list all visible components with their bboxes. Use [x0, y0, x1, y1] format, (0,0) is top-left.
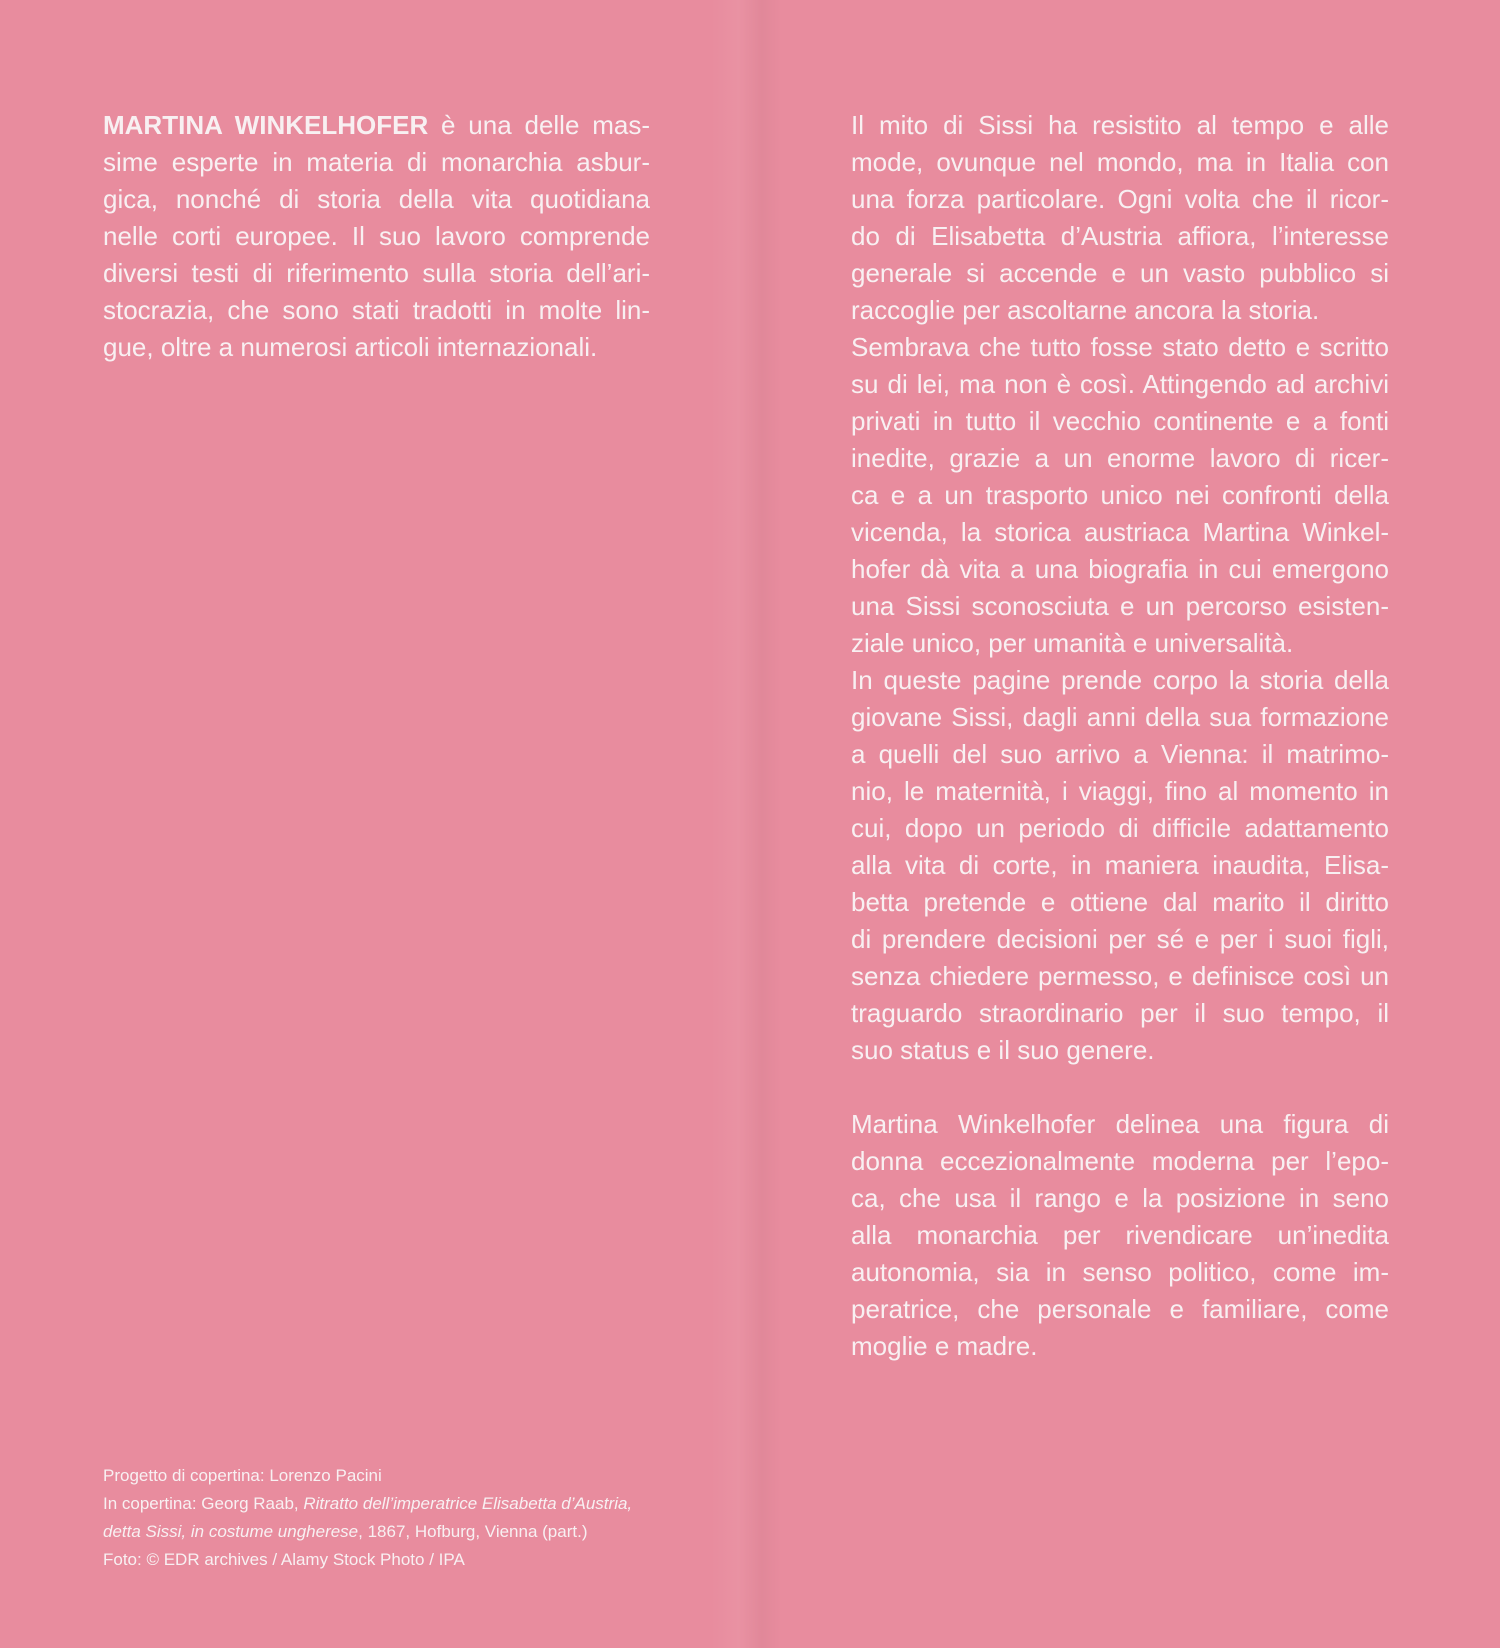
text-line: hofer dà vita a una biografia in cui emergono [851, 554, 1389, 584]
text-line: stocrazia, che sono stati tradotti in molte lin- [103, 295, 650, 325]
credit-line: Foto: © EDR archives / Alamy Stock Photo / IPA [103, 1550, 465, 1569]
text-line: inedite, grazie a un enorme lavoro di ricer- [851, 443, 1389, 473]
text-line: vicenda, la storica austriaca Martina Winkel- [851, 517, 1389, 547]
text-line: giovane Sissi, dagli anni della sua formazione [851, 702, 1389, 732]
text-line: su di lei, ma non è così. Attingendo ad archivi [851, 369, 1389, 399]
paragraph [851, 107, 1389, 329]
text-line: Il mito di Sissi ha resistito al tempo e alle [851, 110, 1389, 140]
paragraph [851, 662, 1389, 1069]
text-line: mode, ovunque nel mondo, ma in Italia con [851, 147, 1389, 177]
text-segment: , 1867, Hofburg, Vienna (part.) [358, 1522, 588, 1541]
text-line: peratrice, che personale e familiare, come [851, 1294, 1389, 1324]
paragraph [103, 107, 650, 366]
synopsis-column [851, 107, 1389, 1365]
text-line: Martina Winkelhofer delinea una figura di [851, 1109, 1389, 1139]
text-line: ca, che usa il rango e la posizione in seno [851, 1183, 1389, 1213]
text-line: donna eccezionalmente moderna per l’epo- [851, 1146, 1389, 1176]
text-line: privati in tutto il vecchio continente e a fonti [851, 406, 1389, 436]
text-line: di prendere decisioni per sé e per i suoi figli, [851, 924, 1389, 954]
text-line: ziale unico, per umanità e universalità. [851, 628, 1294, 658]
artwork-title: detta Sissi, in costume ungherese [103, 1522, 359, 1541]
text-line: alla monarchia per rivendicare un’inedita [851, 1220, 1389, 1250]
cover-fold-shadow [710, 0, 782, 1648]
text-line: moglie e madre. [851, 1331, 1038, 1361]
text-line: a quelli del suo arrivo a Vienna: il matrimo- [851, 739, 1389, 769]
cover-credits [103, 1462, 723, 1574]
text-segment: In copertina: Georg Raab, [103, 1494, 304, 1513]
text-line: gica, nonché di storia della vita quotidiana [103, 184, 650, 214]
text-line: una Sissi sconosciuta e un percorso esisten- [851, 591, 1389, 621]
text-line: Sembrava che tutto fosse stato detto e scritto [851, 332, 1389, 362]
author-bio-column [103, 107, 650, 366]
text-line: cui, dopo un periodo di difficile adattamento [851, 813, 1389, 843]
text-line: autonomia, sia in senso politico, come im- [851, 1257, 1389, 1287]
text-line: senza chiedere permesso, e definisce così un [851, 961, 1389, 991]
credit-line [103, 1490, 723, 1518]
text-line: diversi testi di riferimento sulla storia dell’ari- [103, 258, 650, 288]
text-line: generale si accende e un vasto pubblico si [851, 258, 1389, 288]
paragraph [851, 329, 1389, 662]
text-line: do di Elisabetta d’Austria affiora, l’interesse [851, 221, 1389, 251]
text-line: una forza particolare. Ogni volta che il ricor- [851, 184, 1389, 214]
text-line: traguardo straordinario per il suo tempo, il [851, 998, 1389, 1028]
text-line [103, 107, 650, 144]
text-line: In queste pagine prende corpo la storia della [851, 665, 1389, 695]
credit-line [103, 1518, 723, 1546]
text-line: nelle corti europee. Il suo lavoro comprende [103, 221, 650, 251]
text-line: sime esperte in materia di monarchia asbur- [103, 147, 650, 177]
text-line: gue, oltre a numerosi articoli internazionali. [103, 332, 598, 362]
text-line: raccoglie per ascoltarne ancora la storia. [851, 295, 1320, 325]
text-line: nio, le maternità, i viaggi, fino al momento in [851, 776, 1389, 806]
text-line: alla vita di corte, in maniera inaudita, Elisa- [851, 850, 1389, 880]
author-name: MARTINA WINKELHOFER [103, 110, 429, 140]
credit-line: Progetto di copertina: Lorenzo Pacini [103, 1466, 382, 1485]
text-line: betta pretende e ottiene dal marito il diritto [851, 887, 1389, 917]
paragraph [851, 1106, 1389, 1365]
text-line: ca e a un trasporto unico nei confronti della [851, 480, 1389, 510]
text-line: suo status e il suo genere. [851, 1035, 1155, 1065]
text-segment: è una delle mas- [428, 110, 650, 140]
artwork-title: Ritratto dell’imperatrice Elisabetta d’Austria, [303, 1494, 633, 1513]
